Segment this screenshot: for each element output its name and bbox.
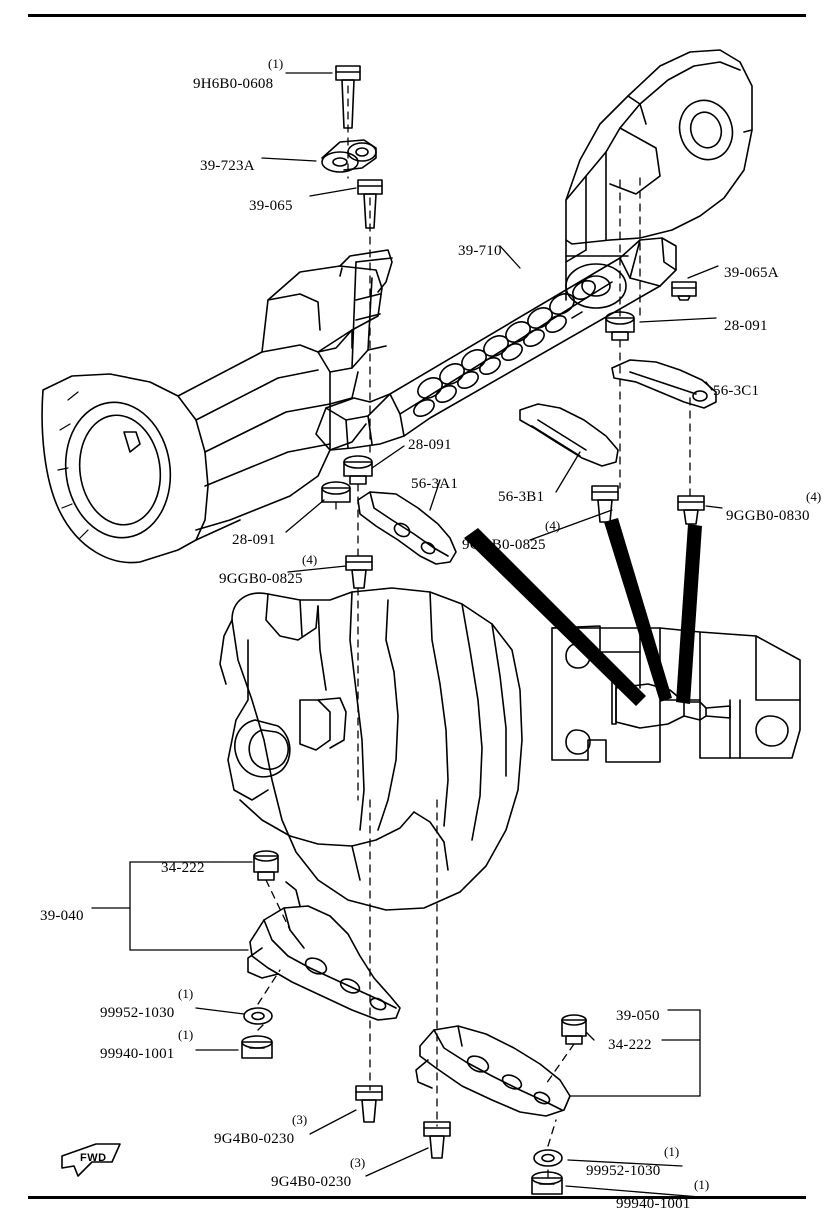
callout-99952-1030-right[interactable]: 99952-1030 [586,1163,661,1179]
callout-9ggb0-0830[interactable]: 9GGB0-0830 [726,508,810,524]
engine-mount-39-040 [248,882,400,1020]
qty-9g4b0-0230-right: (3) [350,1155,366,1170]
qty-9ggb0-0825-mid: (4) [545,518,561,533]
callout-9ggb0-0825-mid[interactable]: 9GGB0-0825 [462,537,546,553]
fastener-28-091-left [322,482,350,502]
callout-39-065[interactable]: 39-065 [249,198,293,214]
callout-9ggb0-0825-left[interactable]: 9GGB0-0825 [219,571,303,587]
qty-99952-1030-left: (1) [178,986,194,1001]
callout-34-222-left[interactable]: 34-222 [161,860,205,876]
callout-39-040[interactable]: 39-040 [40,908,84,924]
qty-99952-1030-right: (1) [664,1144,680,1159]
callout-28-091-mid[interactable]: 28-091 [408,437,452,453]
fastener-9GGB0-0830 [678,496,704,524]
qty-9h6b0-0608: (1) [268,56,284,71]
callout-9g4b0-0230-right[interactable]: 9G4B0-0230 [271,1174,352,1190]
fastener-39-723A [322,140,376,172]
qty-9g4b0-0230-left: (3) [292,1112,308,1127]
fastener-9GGB0-0825-mid [592,486,618,522]
fastener-34-222-right [562,1015,586,1044]
fastener-34-222-left [254,851,278,880]
callout-39-050[interactable]: 39-050 [616,1008,660,1024]
callout-56-3c1[interactable]: 56-3C1 [713,383,760,399]
fastener-9G4B0-0230-left [356,1086,382,1122]
qty-9ggb0-0830: (4) [806,489,822,504]
bracket-56-3A1 [358,492,456,564]
callout-9g4b0-0230-left[interactable]: 9G4B0-0230 [214,1131,295,1147]
callout-39-710[interactable]: 39-710 [458,243,502,259]
fastener-9G4B0-0230-right [424,1122,450,1158]
callout-99940-1001-right[interactable]: 99940-1001 [616,1196,691,1212]
fastener-99940-1001-right [532,1172,562,1194]
fastener-39-065A [672,282,696,300]
fastener-99940-1001-left [242,1036,272,1058]
qty-99940-1001-left: (1) [178,1027,194,1042]
callout-39-723a[interactable]: 39-723A [200,158,255,174]
qty-9ggb0-0825-left: (4) [302,552,318,567]
bracket-56-3C1 [612,360,716,408]
callout-28-091-right[interactable]: 28-091 [724,318,768,334]
qty-99940-1001-right: (1) [694,1177,710,1192]
fastener-99952-1030-right [534,1150,562,1166]
callout-28-091-left[interactable]: 28-091 [232,532,276,548]
fwd-label: FWD [80,1152,107,1164]
bracket-56-3B1 [520,404,618,466]
fastener-9GGB0-0825-left [346,556,372,588]
callout-56-3b1[interactable]: 56-3B1 [498,489,545,505]
transmission-body [42,250,392,563]
callout-56-3a1[interactable]: 56-3A1 [411,476,459,492]
callout-9h6b0-0608[interactable]: 9H6B0-0608 [193,76,274,92]
callout-99940-1001-left[interactable]: 99940-1001 [100,1046,175,1062]
fastener-99952-1030-left [244,1008,272,1024]
fastener-28-091-mid [344,456,372,484]
callout-39-065a[interactable]: 39-065A [724,265,779,281]
engine-mount-39-050 [416,1026,570,1116]
callout-34-222-right[interactable]: 34-222 [608,1037,652,1053]
callout-99952-1030-left[interactable]: 99952-1030 [100,1005,175,1021]
